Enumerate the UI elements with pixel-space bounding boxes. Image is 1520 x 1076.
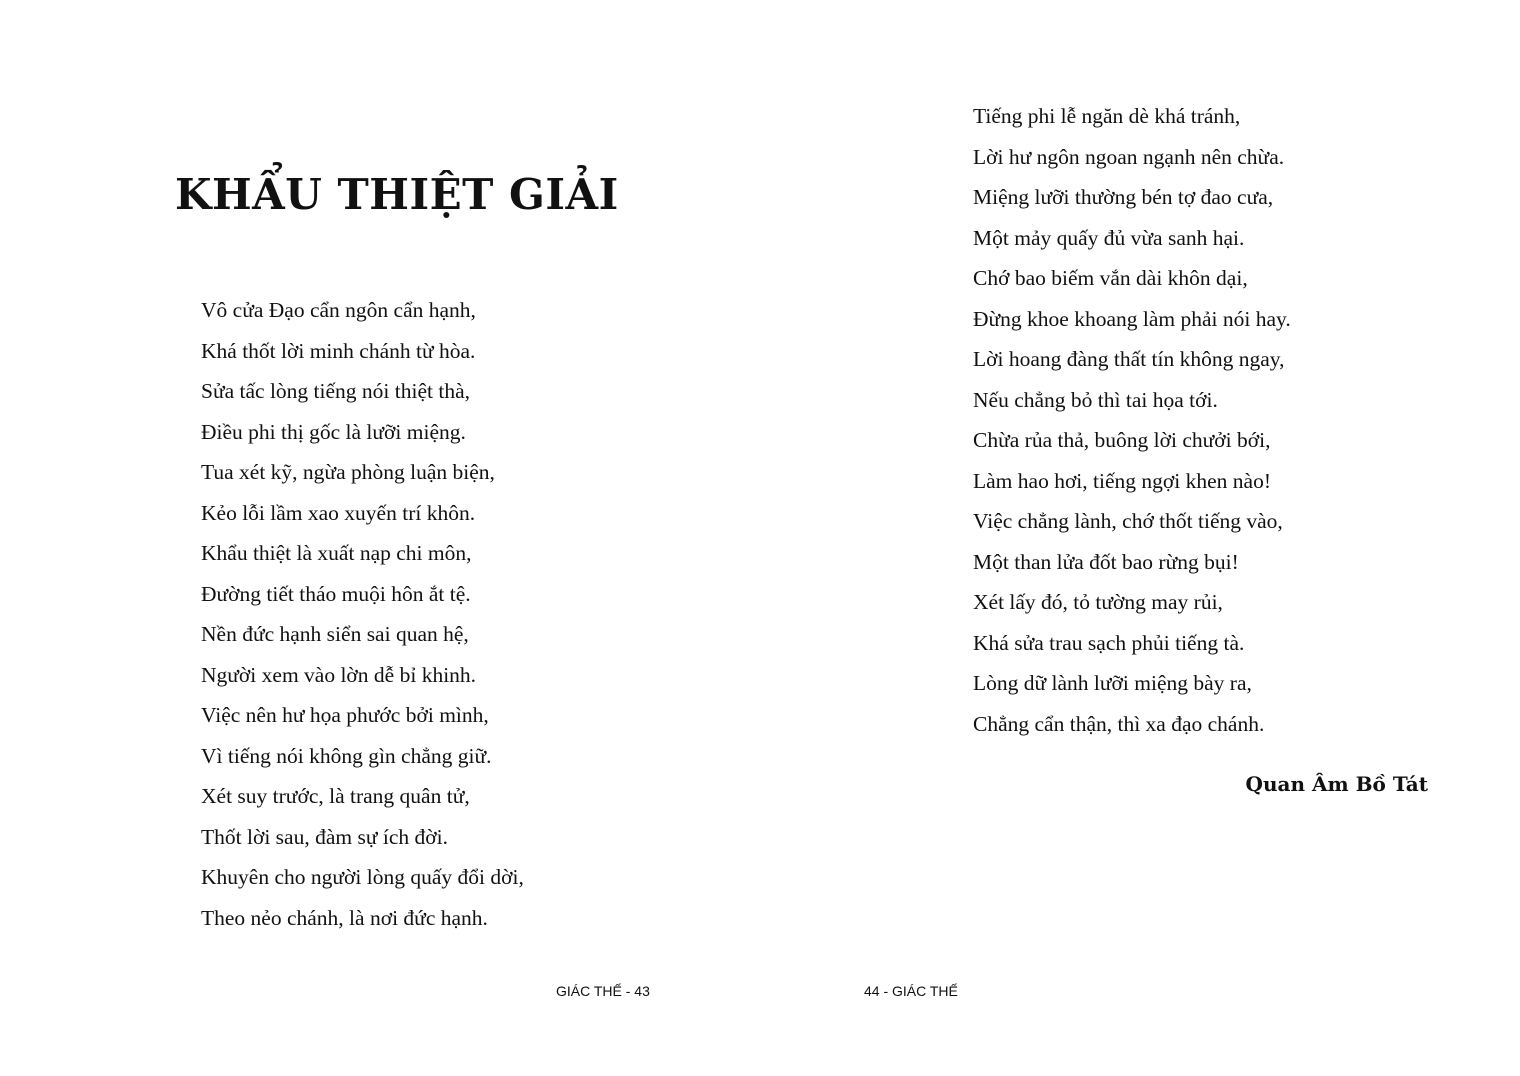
poem-line: Tiếng phi lễ ngăn dè khá tránh, — [973, 104, 1241, 128]
poem-stanza-left — [201, 290, 524, 938]
poem-line: Khuyên cho người lòng quấy đổi dời, — [201, 865, 524, 889]
poem-line: Chớ bao biếm vắn dài khôn dại, — [973, 266, 1248, 290]
poem-line: Vì tiếng nói không gìn chẳng giữ. — [201, 743, 492, 768]
poem-line: Miệng lưỡi thường bén tợ đao cưa, — [973, 185, 1274, 209]
poem-line: Việc chẳng lành, chớ thốt tiếng vào, — [973, 509, 1283, 533]
poem-line: Đường tiết tháo muội hôn ắt tệ. — [201, 581, 471, 606]
poem-line: Theo nẻo chánh, là nơi đức hạnh. — [201, 905, 488, 930]
poem-title: KHẨU THIỆT GIẢI — [175, 170, 619, 219]
poem-line: Điều phi thị gốc là lưỡi miệng. — [201, 419, 466, 444]
poem-line: Việc nên hư họa phước bởi mình, — [201, 703, 489, 727]
page-number-left: GIÁC THẾ - 43 — [556, 983, 650, 999]
page-number-right: 44 - GIÁC THẾ — [864, 983, 958, 999]
poem-line: Vô cửa Đạo cẩn ngôn cẩn hạnh, — [201, 298, 476, 322]
poem-line: Nền đức hạnh siển sai quan hệ, — [201, 622, 469, 646]
poem-line: Một than lửa đốt bao rừng bụi! — [973, 549, 1239, 574]
poem-stanza-right — [973, 96, 1291, 744]
poem-line: Chừa rủa thả, buông lời chưởi bới, — [973, 428, 1271, 452]
poem-line: Nếu chẳng bỏ thì tai họa tới. — [973, 387, 1218, 412]
poem-line: Chẳng cẩn thận, thì xa đạo chánh. — [973, 711, 1265, 736]
poem-line: Lời hoang đàng thất tín không ngay, — [973, 347, 1285, 371]
author-signature: Quan Âm Bồ Tát — [1245, 772, 1428, 796]
poem-line: Kẻo lỗi lầm xao xuyến trí khôn. — [201, 500, 476, 525]
poem-line: Xét lấy đó, tỏ tường may rủi, — [973, 590, 1223, 614]
poem-line: Tua xét kỹ, ngừa phòng luận biện, — [201, 460, 495, 484]
poem-line: Một mảy quấy đủ vừa sanh hại. — [973, 225, 1245, 250]
right-page — [760, 0, 1520, 1076]
poem-line: Thốt lời sau, đàm sự ích đời. — [201, 824, 448, 849]
poem-line: Khẩu thiệt là xuất nạp chi môn, — [201, 541, 472, 565]
poem-line: Lời hư ngôn ngoan ngạnh nên chừa. — [973, 144, 1285, 169]
poem-line: Khá thốt lời minh chánh từ hòa. — [201, 338, 476, 363]
poem-line: Sửa tấc lòng tiếng nói thiệt thà, — [201, 379, 471, 403]
poem-line: Xét suy trước, là trang quân tử, — [201, 784, 470, 808]
poem-line: Khá sửa trau sạch phủi tiếng tà. — [973, 630, 1245, 655]
poem-line: Đừng khoe khoang làm phải nói hay. — [973, 306, 1291, 331]
poem-line: Làm hao hơi, tiếng ngợi khen nào! — [973, 468, 1271, 493]
poem-line: Người xem vào lờn dễ bỉ khinh. — [201, 662, 477, 687]
poem-line: Lòng dữ lành lưỡi miệng bày ra, — [973, 671, 1252, 695]
